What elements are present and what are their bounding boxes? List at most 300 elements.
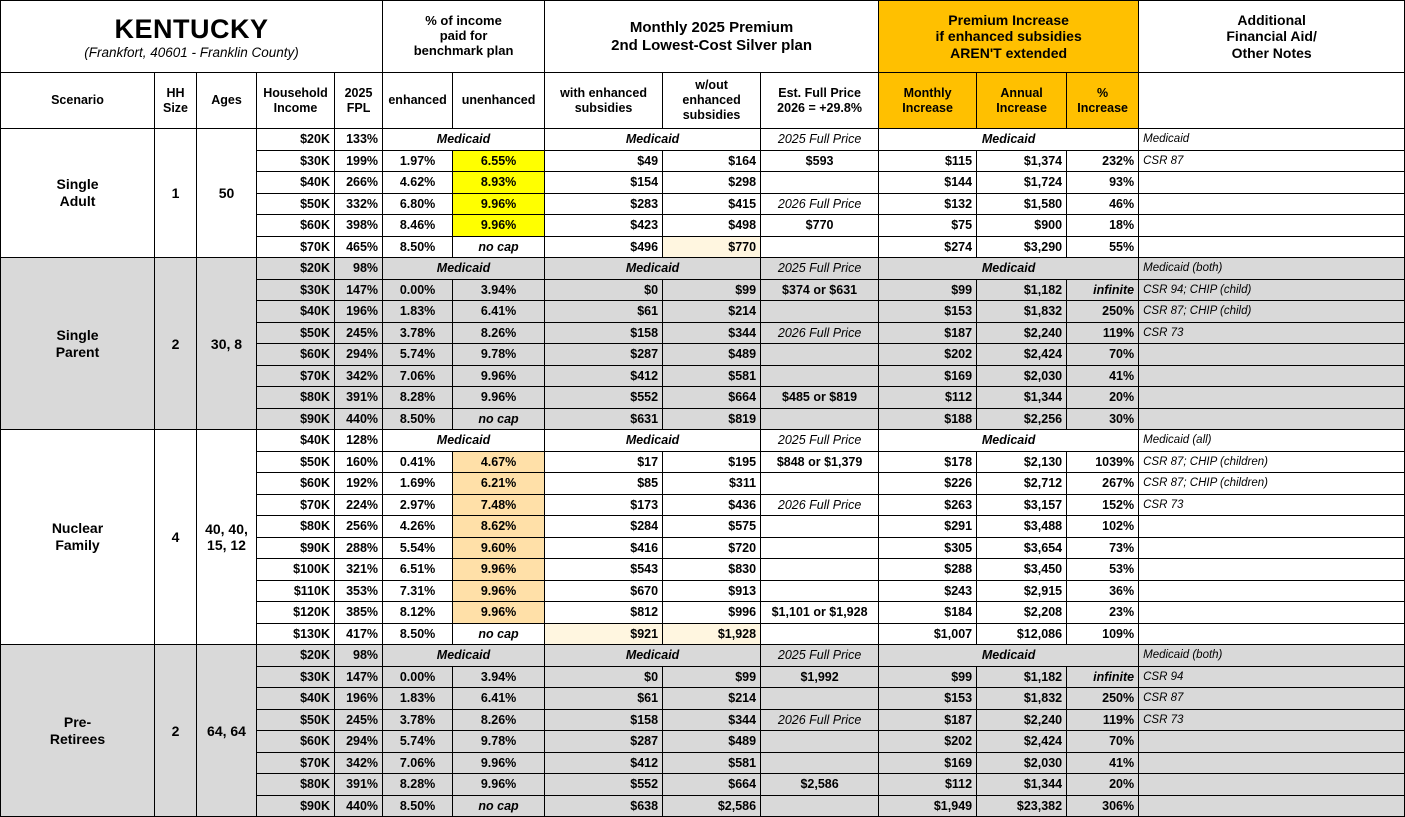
annual-increase-value: $2,208 bbox=[977, 602, 1067, 624]
premium-with-subsidies-value: $158 bbox=[545, 709, 663, 731]
household-income-value: $70K bbox=[257, 752, 335, 774]
household-income-value: $110K bbox=[257, 580, 335, 602]
enhanced-pct-value: 8.12% bbox=[383, 602, 453, 624]
unenhanced-pct-value: 9.96% bbox=[453, 580, 545, 602]
income-pct-header: % of income paid for benchmark plan bbox=[383, 1, 545, 73]
annual-increase-value: $1,374 bbox=[977, 150, 1067, 172]
enhanced-pct-value: 8.50% bbox=[383, 795, 453, 817]
annual-increase-value: $1,182 bbox=[977, 666, 1067, 688]
annual-increase-value: $2,424 bbox=[977, 731, 1067, 753]
premium-without-subsidies-value: $489 bbox=[663, 731, 761, 753]
additional-notes-value: CSR 94 bbox=[1139, 666, 1405, 688]
unenhanced-pct-value: 9.96% bbox=[453, 193, 545, 215]
unenhanced-pct-value: 6.21% bbox=[453, 473, 545, 495]
pct-increase-value: 41% bbox=[1067, 752, 1139, 774]
annual-increase-value: $3,290 bbox=[977, 236, 1067, 258]
premium-without-subsidies-value: $311 bbox=[663, 473, 761, 495]
unenhanced-pct-value: 9.78% bbox=[453, 344, 545, 366]
full-price-spacer bbox=[761, 752, 879, 774]
additional-notes-value bbox=[1139, 580, 1405, 602]
col-full-price: Est. Full Price 2026 = +29.8% bbox=[761, 73, 879, 129]
household-income-value: $80K bbox=[257, 387, 335, 409]
col-unenhanced-pct: unenhanced bbox=[453, 73, 545, 129]
premium-without-subsidies-value: $99 bbox=[663, 666, 761, 688]
pct-increase-value: 20% bbox=[1067, 387, 1139, 409]
additional-notes-value: Medicaid bbox=[1139, 129, 1405, 151]
full-price-spacer bbox=[761, 473, 879, 495]
additional-notes-value: CSR 87; CHIP (child) bbox=[1139, 301, 1405, 323]
enhanced-pct-value: 0.00% bbox=[383, 666, 453, 688]
enhanced-pct-value: 5.54% bbox=[383, 537, 453, 559]
monthly-increase-value: $1,949 bbox=[879, 795, 977, 817]
premium-with-subsidies-value: $921 bbox=[545, 623, 663, 645]
monthly-increase-value: $169 bbox=[879, 752, 977, 774]
household-income-value: $50K bbox=[257, 709, 335, 731]
pct-increase-value: 70% bbox=[1067, 344, 1139, 366]
full-price-spacer bbox=[761, 172, 879, 194]
full-price-spacer bbox=[761, 408, 879, 430]
annual-increase-value: $1,724 bbox=[977, 172, 1067, 194]
enhanced-pct-value: 4.26% bbox=[383, 516, 453, 538]
unenhanced-pct-value: 6.41% bbox=[453, 301, 545, 323]
pct-increase-value: 250% bbox=[1067, 688, 1139, 710]
unenhanced-pct-value: 9.96% bbox=[453, 602, 545, 624]
additional-notes-value: Medicaid (both) bbox=[1139, 258, 1405, 280]
pct-increase-value: 267% bbox=[1067, 473, 1139, 495]
unenhanced-pct-value: no cap bbox=[453, 236, 545, 258]
enhanced-pct-value: 2.97% bbox=[383, 494, 453, 516]
unenhanced-pct-value: 8.93% bbox=[453, 172, 545, 194]
annual-increase-value: $23,382 bbox=[977, 795, 1067, 817]
annual-increase-value: $12,086 bbox=[977, 623, 1067, 645]
premium-with-subsidies-value: $0 bbox=[545, 279, 663, 301]
fpl-value: 342% bbox=[335, 365, 383, 387]
monthly-increase-value: $184 bbox=[879, 602, 977, 624]
pct-increase-value: 306% bbox=[1067, 795, 1139, 817]
premium-with-subsidies-value: $412 bbox=[545, 752, 663, 774]
unenhanced-pct-value: 9.96% bbox=[453, 365, 545, 387]
scenario-label: Single Adult bbox=[1, 129, 155, 258]
pct-increase-value: 46% bbox=[1067, 193, 1139, 215]
table-row bbox=[1, 129, 1405, 151]
pct-increase-value: 41% bbox=[1067, 365, 1139, 387]
pct-increase-value: 55% bbox=[1067, 236, 1139, 258]
enhanced-pct-value: 8.46% bbox=[383, 215, 453, 237]
monthly-increase-value: $132 bbox=[879, 193, 977, 215]
monthly-increase-value: $112 bbox=[879, 387, 977, 409]
enhanced-pct-value: 0.00% bbox=[383, 279, 453, 301]
annual-increase-value: $1,182 bbox=[977, 279, 1067, 301]
premium-with-subsidies-value: $49 bbox=[545, 150, 663, 172]
premium-without-subsidies-value: $1,928 bbox=[663, 623, 761, 645]
premium-with-subsidies-value: $552 bbox=[545, 774, 663, 796]
fpl-value: 288% bbox=[335, 537, 383, 559]
full-price-2026-label: 2026 Full Price bbox=[761, 322, 879, 344]
additional-notes-value bbox=[1139, 623, 1405, 645]
enhanced-pct-value: 4.62% bbox=[383, 172, 453, 194]
full-price-2025-value: $1,992 bbox=[761, 666, 879, 688]
medicaid-pct-label: Medicaid bbox=[383, 258, 545, 280]
monthly-increase-value: $305 bbox=[879, 537, 977, 559]
annual-increase-value: $2,130 bbox=[977, 451, 1067, 473]
pct-increase-value: 152% bbox=[1067, 494, 1139, 516]
additional-notes-value: CSR 94; CHIP (child) bbox=[1139, 279, 1405, 301]
full-price-2025-value: $374 or $631 bbox=[761, 279, 879, 301]
household-income-value: $60K bbox=[257, 215, 335, 237]
hh-size-value: 1 bbox=[155, 129, 197, 258]
premium-without-subsidies-value: $214 bbox=[663, 301, 761, 323]
household-income-value: $20K bbox=[257, 258, 335, 280]
scenario-label: Single Parent bbox=[1, 258, 155, 430]
additional-notes-value bbox=[1139, 172, 1405, 194]
full-price-2026-value: $2,586 bbox=[761, 774, 879, 796]
fpl-value: 256% bbox=[335, 516, 383, 538]
household-income-value: $90K bbox=[257, 408, 335, 430]
annual-increase-value: $3,488 bbox=[977, 516, 1067, 538]
fpl-value: 342% bbox=[335, 752, 383, 774]
enhanced-pct-value: 7.06% bbox=[383, 365, 453, 387]
pct-increase-value: 23% bbox=[1067, 602, 1139, 624]
monthly-increase-value: $115 bbox=[879, 150, 977, 172]
col-hh-size: HH Size bbox=[155, 73, 197, 129]
premium-without-subsidies-value: $298 bbox=[663, 172, 761, 194]
ages-value: 50 bbox=[197, 129, 257, 258]
full-price-2026-value: $1,101 or $1,928 bbox=[761, 602, 879, 624]
fpl-value: 224% bbox=[335, 494, 383, 516]
premium-without-subsidies-value: $415 bbox=[663, 193, 761, 215]
fpl-value: 199% bbox=[335, 150, 383, 172]
monthly-increase-value: $263 bbox=[879, 494, 977, 516]
monthly-increase-value: $75 bbox=[879, 215, 977, 237]
title-block bbox=[1, 1, 383, 73]
enhanced-pct-value: 8.50% bbox=[383, 623, 453, 645]
premium-with-subsidies-value: $0 bbox=[545, 666, 663, 688]
premium-with-subsidies-value: $638 bbox=[545, 795, 663, 817]
enhanced-pct-value: 7.06% bbox=[383, 752, 453, 774]
col-pct-increase: % Increase bbox=[1067, 73, 1139, 129]
additional-notes-value: CSR 73 bbox=[1139, 494, 1405, 516]
enhanced-pct-value: 8.50% bbox=[383, 408, 453, 430]
full-price-2025-label: 2025 Full Price bbox=[761, 645, 879, 667]
medicaid-increase-label: Medicaid bbox=[879, 645, 1139, 667]
annual-increase-value: $2,712 bbox=[977, 473, 1067, 495]
enhanced-pct-value: 5.74% bbox=[383, 731, 453, 753]
enhanced-pct-value: 1.69% bbox=[383, 473, 453, 495]
full-price-spacer bbox=[761, 559, 879, 581]
ages-value: 40, 40, 15, 12 bbox=[197, 430, 257, 645]
household-income-value: $40K bbox=[257, 688, 335, 710]
pct-increase-value: 109% bbox=[1067, 623, 1139, 645]
hh-size-value: 2 bbox=[155, 258, 197, 430]
col-notes bbox=[1139, 73, 1405, 129]
household-income-value: $50K bbox=[257, 451, 335, 473]
full-price-2025-label: 2025 Full Price bbox=[761, 129, 879, 151]
household-income-value: $80K bbox=[257, 774, 335, 796]
enhanced-pct-value: 6.80% bbox=[383, 193, 453, 215]
full-price-spacer bbox=[761, 623, 879, 645]
household-income-value: $120K bbox=[257, 602, 335, 624]
fpl-value: 147% bbox=[335, 666, 383, 688]
monthly-increase-value: $144 bbox=[879, 172, 977, 194]
premium-with-subsidies-value: $412 bbox=[545, 365, 663, 387]
full-price-2026-label: 2026 Full Price bbox=[761, 494, 879, 516]
monthly-increase-value: $178 bbox=[879, 451, 977, 473]
monthly-increase-value: $226 bbox=[879, 473, 977, 495]
household-income-value: $60K bbox=[257, 344, 335, 366]
premium-with-subsidies-value: $154 bbox=[545, 172, 663, 194]
fpl-value: 196% bbox=[335, 301, 383, 323]
premium-without-subsidies-value: $913 bbox=[663, 580, 761, 602]
premium-with-subsidies-value: $287 bbox=[545, 731, 663, 753]
premium-with-subsidies-value: $61 bbox=[545, 688, 663, 710]
household-income-value: $50K bbox=[257, 193, 335, 215]
full-price-spacer bbox=[761, 580, 879, 602]
col-scenario: Scenario bbox=[1, 73, 155, 129]
premium-with-subsidies-value: $283 bbox=[545, 193, 663, 215]
fpl-value: 440% bbox=[335, 795, 383, 817]
additional-notes-value bbox=[1139, 365, 1405, 387]
annual-increase-value: $900 bbox=[977, 215, 1067, 237]
unenhanced-pct-value: 9.96% bbox=[453, 387, 545, 409]
household-income-value: $70K bbox=[257, 365, 335, 387]
monthly-increase-value: $1,007 bbox=[879, 623, 977, 645]
unenhanced-pct-value: no cap bbox=[453, 408, 545, 430]
premium-without-subsidies-value: $164 bbox=[663, 150, 761, 172]
fpl-value: 321% bbox=[335, 559, 383, 581]
col-enhanced-pct: enhanced bbox=[383, 73, 453, 129]
household-income-value: $40K bbox=[257, 301, 335, 323]
unenhanced-pct-value: 3.94% bbox=[453, 666, 545, 688]
household-income-value: $30K bbox=[257, 666, 335, 688]
monthly-increase-value: $202 bbox=[879, 344, 977, 366]
household-income-value: $40K bbox=[257, 430, 335, 452]
unenhanced-pct-value: 4.67% bbox=[453, 451, 545, 473]
hh-size-value: 2 bbox=[155, 645, 197, 817]
premium-without-subsidies-value: $195 bbox=[663, 451, 761, 473]
premium-without-subsidies-value: $344 bbox=[663, 709, 761, 731]
hh-size-value: 4 bbox=[155, 430, 197, 645]
table-row bbox=[1, 645, 1405, 667]
pct-increase-value: 30% bbox=[1067, 408, 1139, 430]
additional-notes-value: CSR 87; CHIP (children) bbox=[1139, 451, 1405, 473]
fpl-value: 417% bbox=[335, 623, 383, 645]
premium-with-subsidies-value: $631 bbox=[545, 408, 663, 430]
annual-increase-value: $1,832 bbox=[977, 301, 1067, 323]
state-title: KENTUCKY bbox=[114, 13, 269, 44]
fpl-value: 294% bbox=[335, 731, 383, 753]
additional-notes-value bbox=[1139, 602, 1405, 624]
unenhanced-pct-value: 8.62% bbox=[453, 516, 545, 538]
monthly-increase-value: $188 bbox=[879, 408, 977, 430]
premium-without-subsidies-value: $664 bbox=[663, 774, 761, 796]
enhanced-pct-value: 8.28% bbox=[383, 387, 453, 409]
premium-without-subsidies-value: $581 bbox=[663, 752, 761, 774]
table-row bbox=[1, 430, 1405, 452]
medicaid-increase-label: Medicaid bbox=[879, 129, 1139, 151]
monthly-increase-value: $153 bbox=[879, 688, 977, 710]
pct-increase-value: infinite bbox=[1067, 279, 1139, 301]
household-income-value: $90K bbox=[257, 795, 335, 817]
ages-value: 30, 8 bbox=[197, 258, 257, 430]
fpl-value: 385% bbox=[335, 602, 383, 624]
pct-increase-value: 70% bbox=[1067, 731, 1139, 753]
annual-increase-value: $3,450 bbox=[977, 559, 1067, 581]
fpl-value: 98% bbox=[335, 258, 383, 280]
premium-with-subsidies-value: $284 bbox=[545, 516, 663, 538]
monthly-increase-value: $153 bbox=[879, 301, 977, 323]
full-price-2025-value: $593 bbox=[761, 150, 879, 172]
pct-increase-value: 53% bbox=[1067, 559, 1139, 581]
additional-notes-value bbox=[1139, 387, 1405, 409]
annual-increase-value: $2,240 bbox=[977, 322, 1067, 344]
household-income-value: $80K bbox=[257, 516, 335, 538]
col-fpl: 2025 FPL bbox=[335, 73, 383, 129]
fpl-value: 391% bbox=[335, 387, 383, 409]
full-price-2026-value: $485 or $819 bbox=[761, 387, 879, 409]
scenario-label: Pre- Retirees bbox=[1, 645, 155, 817]
pct-increase-value: 119% bbox=[1067, 322, 1139, 344]
additional-notes-value: CSR 87; CHIP (children) bbox=[1139, 473, 1405, 495]
annual-increase-value: $1,344 bbox=[977, 774, 1067, 796]
col-household-income: Household Income bbox=[257, 73, 335, 129]
full-price-spacer bbox=[761, 301, 879, 323]
full-price-spacer bbox=[761, 236, 879, 258]
monthly-increase-value: $99 bbox=[879, 279, 977, 301]
annual-increase-value: $2,256 bbox=[977, 408, 1067, 430]
premium-without-subsidies-value: $720 bbox=[663, 537, 761, 559]
full-price-spacer bbox=[761, 688, 879, 710]
full-price-spacer bbox=[761, 344, 879, 366]
fpl-value: 245% bbox=[335, 709, 383, 731]
premium-without-subsidies-value: $996 bbox=[663, 602, 761, 624]
fpl-value: 353% bbox=[335, 580, 383, 602]
premium-without-subsidies-value: $214 bbox=[663, 688, 761, 710]
premium-increase-header: Premium Increase if enhanced subsidies AREN'T extended bbox=[879, 1, 1139, 73]
col-without-subsidies: w/out enhanced subsidies bbox=[663, 73, 761, 129]
unenhanced-pct-value: 6.41% bbox=[453, 688, 545, 710]
premium-with-subsidies-value: $416 bbox=[545, 537, 663, 559]
monthly-increase-value: $99 bbox=[879, 666, 977, 688]
premium-with-subsidies-value: $85 bbox=[545, 473, 663, 495]
enhanced-pct-value: 8.28% bbox=[383, 774, 453, 796]
household-income-value: $60K bbox=[257, 473, 335, 495]
ages-value: 64, 64 bbox=[197, 645, 257, 817]
fpl-value: 147% bbox=[335, 279, 383, 301]
household-income-value: $70K bbox=[257, 236, 335, 258]
additional-notes-value bbox=[1139, 344, 1405, 366]
annual-increase-value: $2,030 bbox=[977, 365, 1067, 387]
monthly-increase-value: $112 bbox=[879, 774, 977, 796]
medicaid-premium-label: Medicaid bbox=[545, 430, 761, 452]
full-price-2026-label: 2026 Full Price bbox=[761, 193, 879, 215]
additional-notes-value bbox=[1139, 795, 1405, 817]
enhanced-pct-value: 1.83% bbox=[383, 301, 453, 323]
fpl-value: 391% bbox=[335, 774, 383, 796]
pct-increase-value: 1039% bbox=[1067, 451, 1139, 473]
premium-with-subsidies-value: $543 bbox=[545, 559, 663, 581]
monthly-increase-value: $169 bbox=[879, 365, 977, 387]
full-price-2026-label: 2026 Full Price bbox=[761, 709, 879, 731]
monthly-increase-value: $274 bbox=[879, 236, 977, 258]
premium-without-subsidies-value: $830 bbox=[663, 559, 761, 581]
premium-without-subsidies-value: $770 bbox=[663, 236, 761, 258]
household-income-value: $60K bbox=[257, 731, 335, 753]
pct-increase-value: 20% bbox=[1067, 774, 1139, 796]
enhanced-pct-value: 3.78% bbox=[383, 709, 453, 731]
unenhanced-pct-value: no cap bbox=[453, 623, 545, 645]
additional-notes-value: CSR 73 bbox=[1139, 322, 1405, 344]
household-income-value: $130K bbox=[257, 623, 335, 645]
medicaid-increase-label: Medicaid bbox=[879, 430, 1139, 452]
enhanced-pct-value: 7.31% bbox=[383, 580, 453, 602]
premium-with-subsidies-value: $812 bbox=[545, 602, 663, 624]
unenhanced-pct-value: 9.78% bbox=[453, 731, 545, 753]
premium-with-subsidies-value: $17 bbox=[545, 451, 663, 473]
annual-increase-value: $3,157 bbox=[977, 494, 1067, 516]
annual-increase-value: $1,832 bbox=[977, 688, 1067, 710]
monthly-increase-value: $243 bbox=[879, 580, 977, 602]
additional-notes-value bbox=[1139, 537, 1405, 559]
premium-without-subsidies-value: $436 bbox=[663, 494, 761, 516]
medicaid-pct-label: Medicaid bbox=[383, 430, 545, 452]
fpl-value: 160% bbox=[335, 451, 383, 473]
scenario-label: Nuclear Family bbox=[1, 430, 155, 645]
annual-increase-value: $2,424 bbox=[977, 344, 1067, 366]
monthly-increase-value: $187 bbox=[879, 322, 977, 344]
premium-with-subsidies-value: $61 bbox=[545, 301, 663, 323]
unenhanced-pct-value: 9.96% bbox=[453, 215, 545, 237]
fpl-value: 98% bbox=[335, 645, 383, 667]
enhanced-pct-value: 5.74% bbox=[383, 344, 453, 366]
pct-increase-value: 93% bbox=[1067, 172, 1139, 194]
fpl-value: 196% bbox=[335, 688, 383, 710]
unenhanced-pct-value: 9.60% bbox=[453, 537, 545, 559]
full-price-spacer bbox=[761, 365, 879, 387]
additional-notes-value: Medicaid (all) bbox=[1139, 430, 1405, 452]
household-income-value: $40K bbox=[257, 172, 335, 194]
household-income-value: $30K bbox=[257, 279, 335, 301]
col-with-subsidies: with enhanced subsidies bbox=[545, 73, 663, 129]
pct-increase-value: 73% bbox=[1067, 537, 1139, 559]
premium-without-subsidies-value: $581 bbox=[663, 365, 761, 387]
premium-without-subsidies-value: $575 bbox=[663, 516, 761, 538]
full-price-spacer bbox=[761, 795, 879, 817]
household-income-value: $100K bbox=[257, 559, 335, 581]
location-subtitle: (Frankfort, 40601 - Franklin County) bbox=[84, 44, 299, 60]
pct-increase-value: 250% bbox=[1067, 301, 1139, 323]
premium-without-subsidies-value: $664 bbox=[663, 387, 761, 409]
additional-notes-value bbox=[1139, 193, 1405, 215]
pct-increase-value: 36% bbox=[1067, 580, 1139, 602]
household-income-value: $20K bbox=[257, 129, 335, 151]
unenhanced-pct-value: 8.26% bbox=[453, 322, 545, 344]
additional-notes-value: CSR 87 bbox=[1139, 688, 1405, 710]
col-annual-increase: Annual Increase bbox=[977, 73, 1067, 129]
monthly-increase-value: $288 bbox=[879, 559, 977, 581]
enhanced-pct-value: 8.50% bbox=[383, 236, 453, 258]
unenhanced-pct-value: 9.96% bbox=[453, 559, 545, 581]
col-ages: Ages bbox=[197, 73, 257, 129]
unenhanced-pct-value: 6.55% bbox=[453, 150, 545, 172]
unenhanced-pct-value: no cap bbox=[453, 795, 545, 817]
premium-without-subsidies-value: $344 bbox=[663, 322, 761, 344]
additional-notes-value bbox=[1139, 215, 1405, 237]
pct-increase-value: 119% bbox=[1067, 709, 1139, 731]
enhanced-pct-value: 1.83% bbox=[383, 688, 453, 710]
medicaid-premium-label: Medicaid bbox=[545, 645, 761, 667]
fpl-value: 245% bbox=[335, 322, 383, 344]
full-price-2025-label: 2025 Full Price bbox=[761, 430, 879, 452]
